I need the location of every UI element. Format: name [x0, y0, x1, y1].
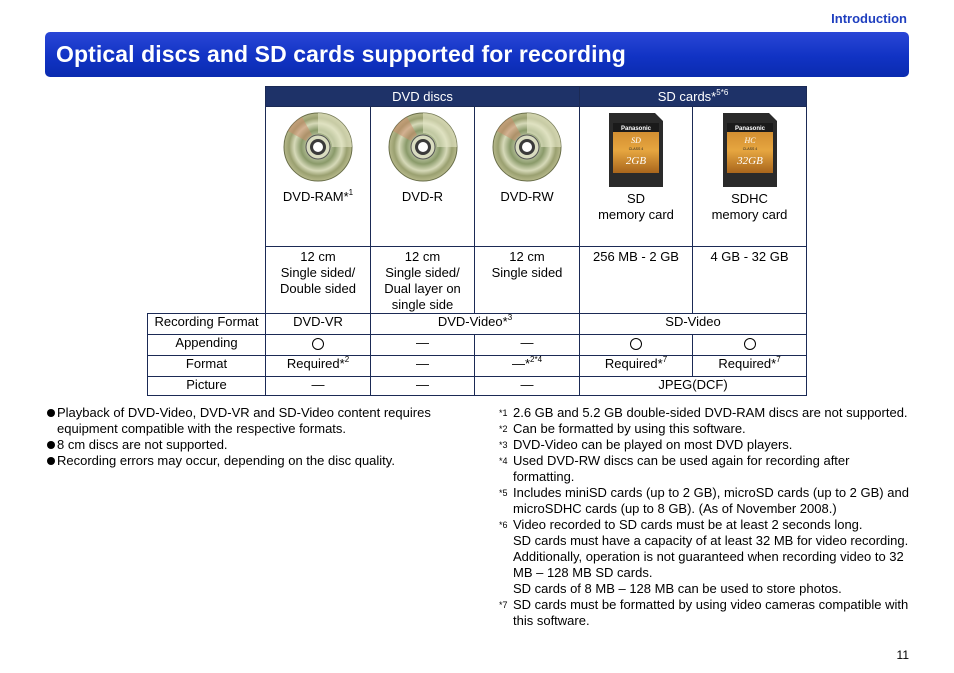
sd-cards-header: SD cards*$^{5*6}$ [580, 87, 807, 107]
footnote: *5 Includes miniSD cards (up to 2 GB), microSD cards (up to 2 GB) and microSDHC cards (up to 8 GB). (As of November 2008.) [499, 485, 909, 516]
svg-text:Panasonic: Panasonic [734, 126, 765, 132]
row-appending: Appending — — [148, 335, 807, 356]
spec-dvd-r: 12 cm Single sided/ Dual layer on single side [371, 247, 475, 314]
dvd-discs-header: DVD discs [266, 87, 580, 107]
media-sdhc-card: Panasonic HC CLASS 4 32GB SDHC memory card [693, 107, 807, 247]
row-recording-format: Recording Format DVD-VR DVD-Video*$^3$ SD-Video [148, 314, 807, 335]
footnotes [499, 405, 909, 629]
footnote: *4 Used DVD-RW discs can be used again for recording after formatting. [499, 453, 850, 484]
section-label: Introduction [831, 11, 907, 26]
footnote: *7 SD cards must be formatted by using video cameras compatible with this software. [499, 597, 909, 628]
svg-text:CLASS 4: CLASS 4 [742, 147, 757, 151]
svg-text:32GB: 32GB [736, 155, 763, 167]
media-sd-card: Panasonic SD CLASS 4 2GB SD memory card [580, 107, 693, 247]
list-item: 8 cm discs are not supported. [47, 437, 467, 453]
row-format: Format Required*$^2$ — —*$^{2*4}$ Required*$^7$ Required*$^7$ [148, 356, 807, 377]
svg-text:CLASS 4: CLASS 4 [628, 147, 644, 151]
bullet-icon [47, 409, 55, 417]
media-dvd-r: DVD-R [371, 107, 475, 247]
row-label: Picture [148, 377, 266, 396]
row-label: Appending [148, 335, 266, 356]
row-picture: Picture — — — JPEG(DCF) [148, 377, 807, 396]
footnote: *3 DVD-Video can be played on most DVD players. [499, 437, 793, 452]
media-dvd-ram: DVD-RAM*$^1$ [266, 107, 371, 247]
page-number: 11 [896, 648, 909, 662]
spec-dvd-ram: 12 cm Single sided/ Double sided [266, 247, 371, 314]
page-title: Optical discs and SD cards supported for recording [45, 32, 909, 77]
list-item: Playback of DVD-Video, DVD-VR and SD-Video content requires equipment compatible with the respective formats. [47, 405, 467, 437]
footnote: *1 2.6 GB and 5.2 GB double-sided DVD-RAM discs are not supported. [499, 405, 908, 420]
sdhc-card-icon [721, 111, 779, 189]
bullet-list [47, 405, 467, 469]
bullet-icon [47, 441, 55, 449]
supported-circle-icon [744, 338, 756, 350]
svg-text:HC: HC [743, 136, 756, 145]
spec-dvd-rw: 12 cm Single sided [475, 247, 580, 314]
svg-text:Panasonic: Panasonic [620, 126, 652, 132]
bullet-icon [47, 457, 55, 465]
spec-sdhc: 4 GB - 32 GB [693, 247, 807, 314]
dvd-disc-icon [282, 111, 354, 183]
list-item: Recording errors may occur, depending on the disc quality. [47, 453, 467, 469]
footnote: *6 Video recorded to SD cards must be at least 2 seconds long. SD cards must have a capacity of at least 32 MB for video recording. Additionally, operation is not guaranteed when recording video to 32 MB – 128 MB SD cards. SD cards of 8 MB – 128 MB can be used to store photos. [499, 517, 909, 596]
svg-text:2GB: 2GB [625, 155, 647, 167]
row-label: Recording Format [148, 314, 266, 335]
spec-sd: 256 MB - 2 GB [580, 247, 693, 314]
row-label: Format [148, 356, 266, 377]
footnote: *2 Can be formatted by using this software. [499, 421, 746, 436]
dvd-disc-icon [491, 111, 563, 183]
media-support-table [147, 86, 807, 396]
sd-card-icon [607, 111, 665, 189]
svg-text:SD: SD [631, 136, 641, 145]
supported-circle-icon [312, 338, 324, 350]
supported-circle-icon [630, 338, 642, 350]
dvd-disc-icon [387, 111, 459, 183]
media-dvd-rw: DVD-RW [475, 107, 580, 247]
